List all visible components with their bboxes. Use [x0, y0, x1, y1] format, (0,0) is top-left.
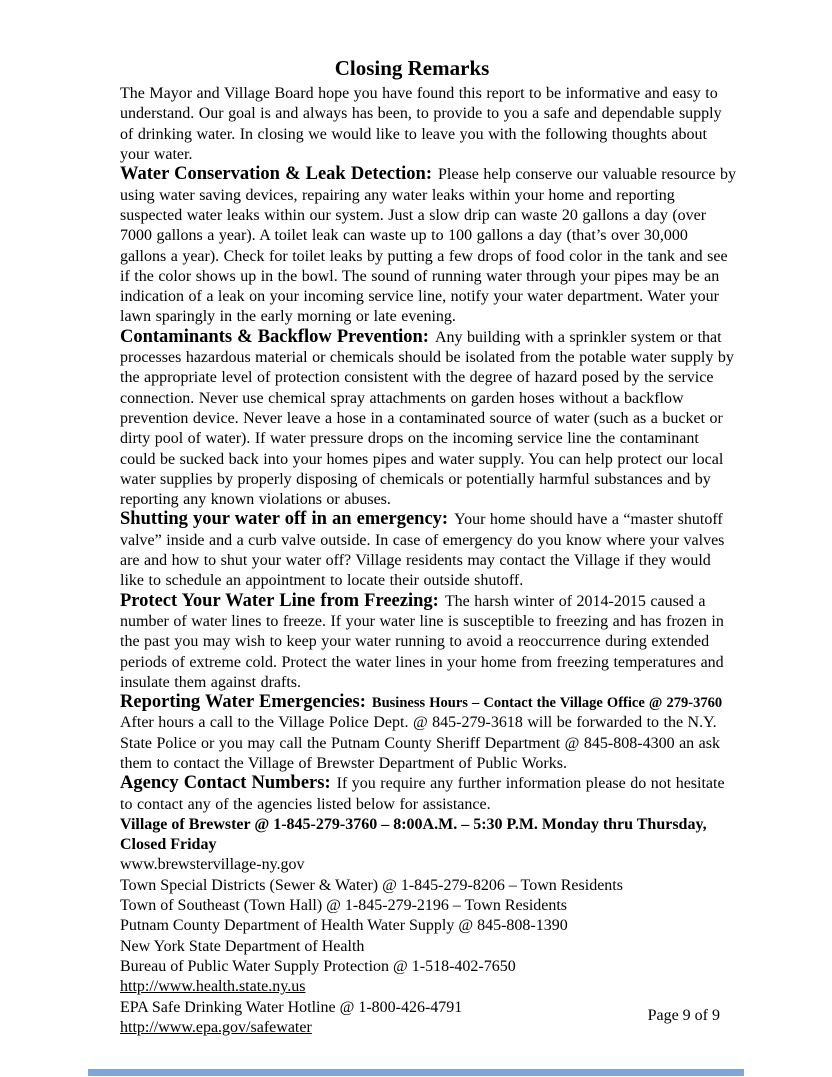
section-water-conservation — [120, 165, 738, 327]
section-heading: Protect Your Water Line from Freezing: — [120, 590, 439, 611]
agency-line-putnam-county-health: Putnam County Department of Health Water Supply @ 845-808-1390 — [120, 917, 568, 935]
section-contaminants-backflow — [120, 328, 738, 511]
section-heading: Water Conservation & Leak Detection: — [120, 164, 432, 185]
section-body: After hours a call to the Village Police Dept. @ 845-279-3618 will be forwarded to the N.Y. State Police or you may call the Putnam County Sheriff Department @ 845-808-4300 an ask them to contact the Village of Brewster Department of Public Works. — [120, 714, 720, 772]
section-heading: Shutting your water off in an emergency: — [120, 509, 449, 530]
bottom-highlight-bar — [88, 1069, 744, 1076]
section-body: Any building with a sprinkler system or that processes hazardous material or chemicals should be isolated from the potable water supply by the appropriate level of protection consistent with the degree of hazard posed by the service connection. Never use chemical spray attachments on garden hoses without a backflow prevention device. Never leave a hose in a contaminated source of water (such as a bucket or dirty pool of water). If water pressure drops on the incoming service line the contaminant could be sucked back into your homes pipes and water supply. You can help protect our local water supplies by properly disposing of chemicals or potentially harmful substances and by reporting any known violations or abuses. — [120, 328, 734, 509]
section-protect-from-freezing — [120, 592, 738, 693]
section-body: The harsh winter of 2014-2015 caused a number of water lines to freeze. If your water line is susceptible to freezing and has frozen in the past you may wish to keep your water running to avoid a reoccurrence during extended periods of extreme cold. Protect the water lines in your home from freezing temperatures and insulate them against drafts. — [120, 592, 724, 691]
agency-line-epa-hotline: EPA Safe Drinking Water Hotline @ 1-800-426-4791 — [120, 998, 463, 1016]
section-heading: Reporting Water Emergencies: — [120, 692, 366, 713]
epa-safewater-link[interactable]: http://www.epa.gov/safewater — [120, 1018, 312, 1036]
agency-contact-list — [120, 815, 738, 1038]
health-state-ny-link[interactable]: http://www.health.state.ny.us — [120, 978, 306, 996]
intro-paragraph: The Mayor and Village Board hope you have found this report to be informative and easy to understand. Our goal is and always has been, to provide to you a safe and dependable supply of drinking water. In closing we would like to leave you with the following thoughts about your water. — [120, 85, 722, 164]
agency-line-town-of-southeast: Town of Southeast (Town Hall) @ 1-845-279-2196 – Town Residents — [120, 897, 568, 915]
section-heading: Agency Contact Numbers: — [120, 773, 331, 794]
section-heading: Contaminants & Backflow Prevention: — [120, 326, 429, 347]
section-reporting-emergencies — [120, 693, 738, 774]
agency-line-town-special-districts: Town Special Districts (Sewer & Water) @ 1-845-279-8206 – Town Residents — [120, 876, 623, 894]
agency-line-village-of-brewster: Village of Brewster @ 1-845-279-3760 – 8:00A.M. – 5:30 P.M. Monday thru Thursday, Closed Friday — [120, 815, 707, 854]
section-body: If you require any further information please do not hesitate to contact any of the agencies listed below for assistance. — [120, 775, 725, 813]
section-body: Your home should have a “master shutoff valve” inside and a curb valve outside. In case of emergency do you know where your valves are and how to shut your water off? Village residents may contact the Village if they would like to schedule an appointment to locate their outside shutoff. — [120, 511, 725, 590]
section-body: Please help conserve our valuable resource by using water saving devices, repairing any water leaks within your home and reporting suspected water leaks within our system. Just a slow drip can waste 20 gallons a day (over 7000 gallons a year). A toilet leak can waste up to 100 gallons a day (that’s over 30,000 gallons a year). Check for toilet leaks by putting a few drops of food color in the tank and see if the color shows up in the bowl. The sound of running water through your pipes may be an indication of a leak on your incoming service line, notify your water department. Water your lawn sparingly in the early morning or late evening. — [120, 166, 736, 326]
section-agency-contacts — [120, 774, 738, 815]
section-subheading: Business Hours – Contact the Village Office @ 279-3760 — [371, 695, 723, 712]
agency-line-nys-health: New York State Department of Health — [120, 937, 365, 955]
section-shutting-water-off — [120, 510, 738, 591]
page-number: Page 9 of 9 — [647, 1007, 720, 1024]
page-title: Closing Remarks — [334, 56, 490, 80]
agency-line-bureau-water-supply: Bureau of Public Water Supply Protection @ 1-518-402-7650 — [120, 957, 516, 975]
text-column — [120, 56, 738, 1038]
agency-line-village-website: www.brewstervillage-ny.gov — [120, 856, 305, 874]
